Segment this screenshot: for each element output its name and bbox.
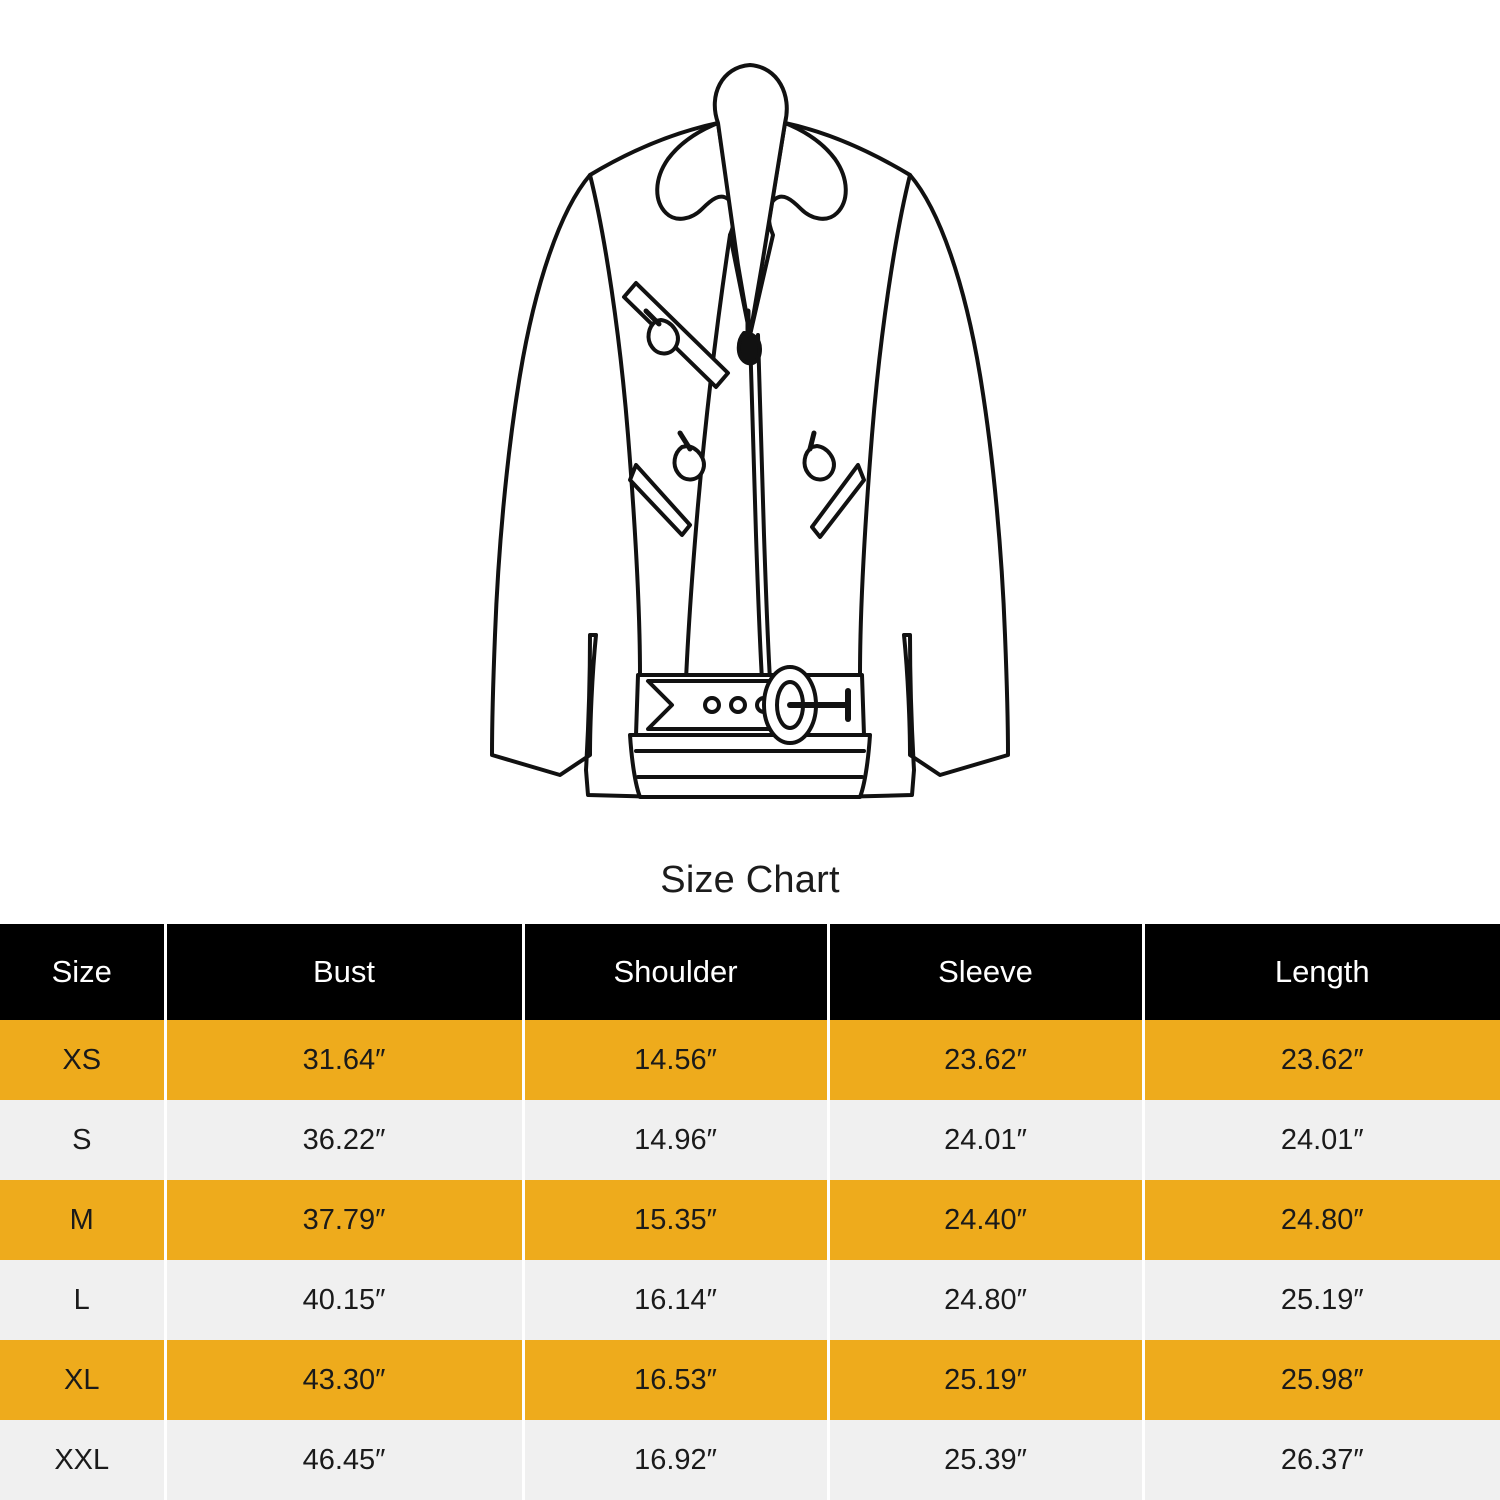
cell-sleeve: 24.01″: [828, 1100, 1143, 1180]
cell-shoulder: 16.92″: [523, 1420, 828, 1500]
page-title: Size Chart: [660, 859, 840, 901]
column-header-shoulder: Shoulder: [523, 924, 828, 1020]
cell-bust: 36.22″: [165, 1100, 523, 1180]
table-row: [0, 1180, 1500, 1260]
cell-shoulder: 16.53″: [523, 1340, 828, 1420]
column-header-bust: Bust: [165, 924, 523, 1020]
cell-length: 23.62″: [1143, 1020, 1500, 1100]
cell-bust: 40.15″: [165, 1260, 523, 1340]
cell-sleeve: 25.19″: [828, 1340, 1143, 1420]
size-chart-table: [0, 924, 1500, 1500]
cell-shoulder: 14.56″: [523, 1020, 828, 1100]
cell-length: 25.19″: [1143, 1260, 1500, 1340]
table-row: [0, 1020, 1500, 1100]
cell-sleeve: 24.80″: [828, 1260, 1143, 1340]
jacket-icon: [440, 35, 1060, 825]
cell-bust: 37.79″: [165, 1180, 523, 1260]
cell-size: XL: [0, 1340, 165, 1420]
cell-size: XS: [0, 1020, 165, 1100]
table-header-row: [0, 924, 1500, 1020]
cell-size: XXL: [0, 1420, 165, 1500]
cell-shoulder: 16.14″: [523, 1260, 828, 1340]
table-row: [0, 1340, 1500, 1420]
cell-size: S: [0, 1100, 165, 1180]
cell-size: M: [0, 1180, 165, 1260]
cell-shoulder: 14.96″: [523, 1100, 828, 1180]
cell-shoulder: 15.35″: [523, 1180, 828, 1260]
cell-length: 24.01″: [1143, 1100, 1500, 1180]
cell-length: 26.37″: [1143, 1420, 1500, 1500]
cell-sleeve: 24.40″: [828, 1180, 1143, 1260]
cell-sleeve: 25.39″: [828, 1420, 1143, 1500]
table-row: [0, 1420, 1500, 1500]
column-header-length: Length: [1143, 924, 1500, 1020]
cell-length: 25.98″: [1143, 1340, 1500, 1420]
column-header-sleeve: Sleeve: [828, 924, 1143, 1020]
cell-sleeve: 23.62″: [828, 1020, 1143, 1100]
table-row: [0, 1260, 1500, 1340]
cell-bust: 31.64″: [165, 1020, 523, 1100]
cell-size: L: [0, 1260, 165, 1340]
cell-length: 24.80″: [1143, 1180, 1500, 1260]
cell-bust: 46.45″: [165, 1420, 523, 1500]
column-header-size: Size: [0, 924, 165, 1020]
table-row: [0, 1100, 1500, 1180]
cell-bust: 43.30″: [165, 1340, 523, 1420]
